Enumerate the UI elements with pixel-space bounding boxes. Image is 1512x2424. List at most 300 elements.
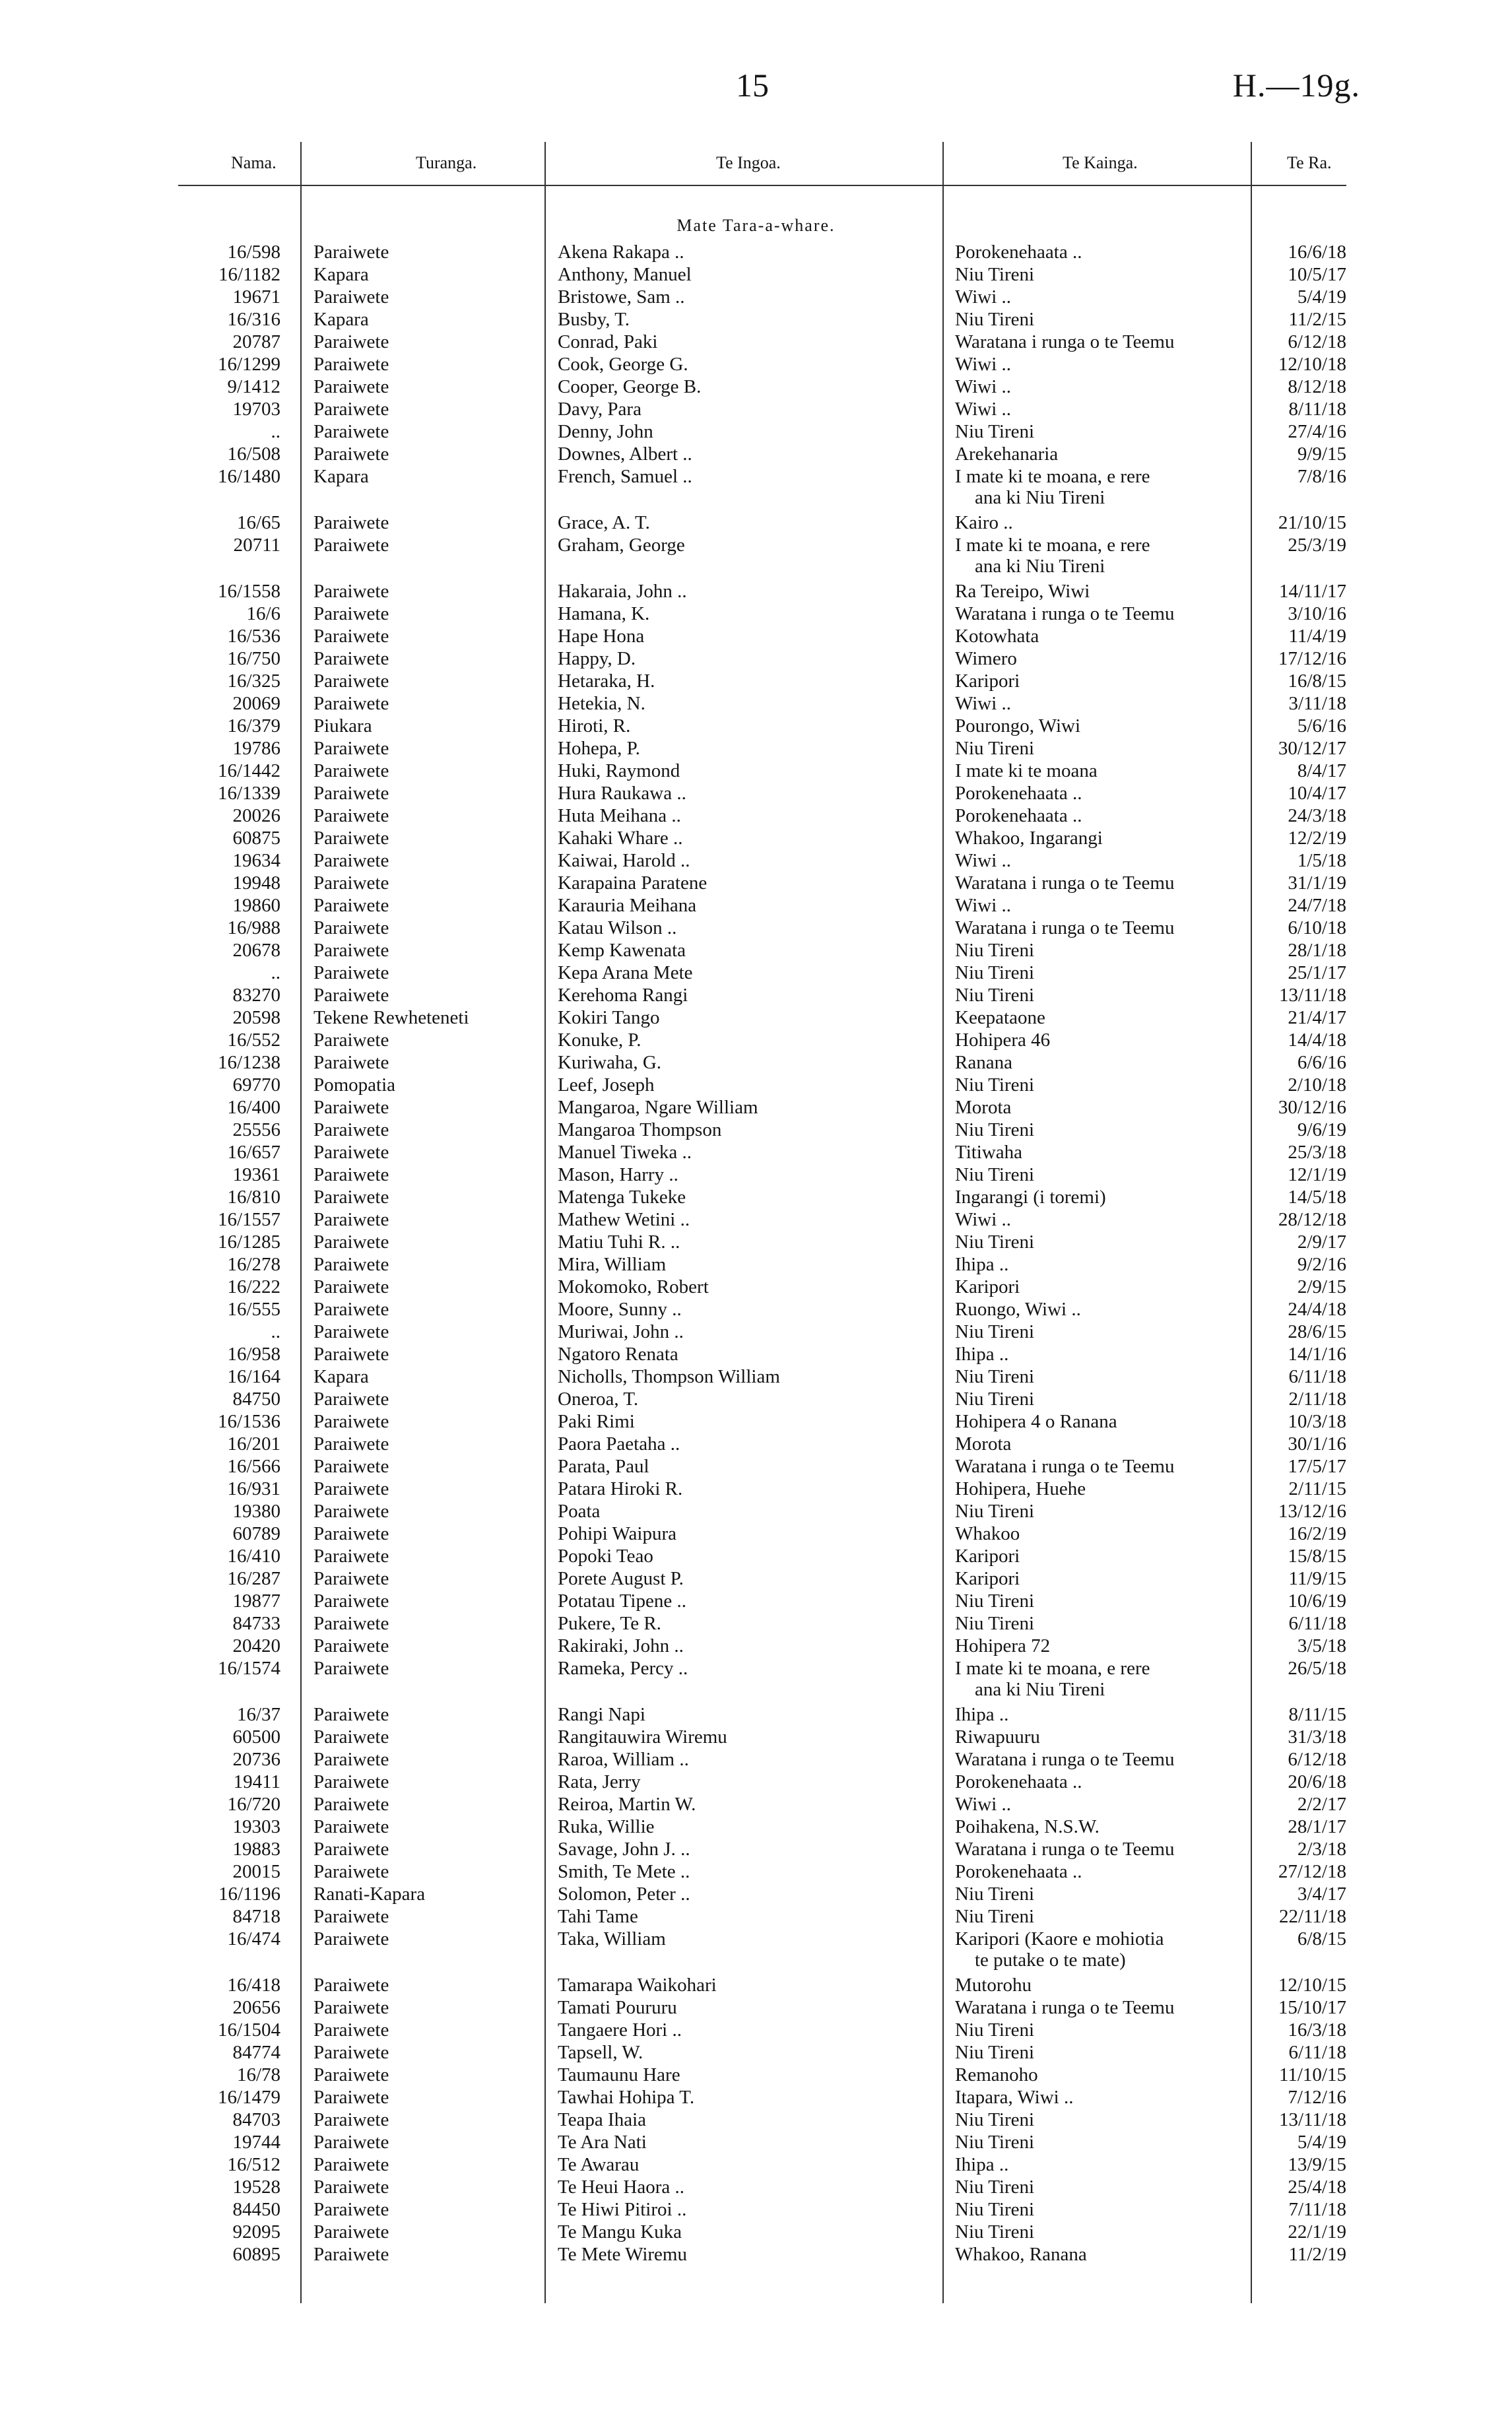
cell-ingoa: Manuel Tiweka ..	[558, 1142, 692, 1163]
cell-nama: 84774	[232, 2042, 280, 2063]
cell-turanga: Paraiwete	[313, 1704, 389, 1725]
cell-ra: 24/4/18	[1288, 1299, 1346, 1320]
cell-ingoa: French, Samuel ..	[558, 466, 692, 487]
cell-turanga: Paraiwete	[313, 399, 389, 420]
cell-ra: 16/8/15	[1288, 671, 1346, 692]
cell-turanga: Kapara	[313, 1366, 369, 1387]
cell-turanga: Paraiwete	[313, 1456, 389, 1477]
cell-kainga: Niu Tireni	[955, 2019, 1035, 2041]
cell-ingoa: Kerehoma Rangi	[558, 985, 688, 1006]
cell-ingoa: Kemp Kawenata	[558, 940, 686, 961]
cell-kainga: I mate ki te moana, e rere	[955, 1658, 1150, 1679]
cell-ra: 21/10/15	[1278, 512, 1346, 533]
cell-turanga: Paraiwete	[313, 1119, 389, 1140]
cell-turanga: Paraiwete	[313, 1052, 389, 1073]
cell-kainga: Waratana i runga o te Teemu	[955, 1839, 1175, 1860]
cell-ingoa: Poata	[558, 1501, 601, 1522]
cell-nama: 16/988	[227, 917, 280, 938]
cell-nama: 19948	[232, 872, 280, 894]
cell-ra: 7/12/16	[1288, 2087, 1346, 2108]
cell-nama: 19860	[232, 895, 280, 916]
cell-nama: 60895	[232, 2244, 280, 2265]
cell-ra: 31/3/18	[1288, 1726, 1346, 1748]
cell-ra: 10/5/17	[1288, 264, 1346, 285]
cell-ingoa: Taka, William	[558, 1928, 666, 1949]
cell-kainga: Porokenehaata ..	[955, 805, 1082, 826]
cell-turanga: Paraiwete	[313, 1816, 389, 1837]
cell-nama: 92095	[232, 2221, 280, 2243]
cell-turanga: Paraiwete	[313, 1749, 389, 1770]
cell-nama: 16/1574	[217, 1658, 280, 1679]
cell-kainga: Ihipa ..	[955, 2154, 1009, 2175]
cell-kainga-continued: ana ki Niu Tireni	[975, 1679, 1105, 1700]
cell-turanga: Paraiwete	[313, 1613, 389, 1634]
column-divider	[1251, 142, 1252, 2303]
cell-turanga: Paraiwete	[313, 760, 389, 781]
cell-ingoa: Te Awarau	[558, 2154, 640, 2175]
cell-ra: 22/11/18	[1278, 1906, 1346, 1927]
cell-ra: 28/1/17	[1288, 1816, 1346, 1837]
cell-kainga: Arekehanaria	[955, 443, 1059, 465]
cell-ingoa: Mangaroa, Ngare William	[558, 1097, 758, 1118]
cell-turanga: Kapara	[313, 264, 369, 285]
cell-ingoa: Davy, Para	[558, 399, 641, 420]
cell-ingoa: Tangaere Hori ..	[558, 2019, 682, 2041]
cell-kainga: Niu Tireni	[955, 738, 1035, 759]
cell-nama: 19528	[232, 2177, 280, 2198]
cell-ra: 5/4/19	[1297, 286, 1346, 308]
cell-nama: 60875	[232, 828, 280, 849]
cell-kainga-continued: ana ki Niu Tireni	[975, 556, 1105, 577]
cell-kainga: Niu Tireni	[955, 1074, 1035, 1096]
cell-ingoa: Busby, T.	[558, 309, 630, 330]
cell-turanga: Paraiwete	[313, 242, 389, 263]
cell-ra: 11/2/15	[1288, 309, 1346, 330]
cell-kainga: Poihakena, N.S.W.	[955, 1816, 1100, 1837]
cell-ingoa: Te Heui Haora ..	[558, 2177, 685, 2198]
cell-nama: 16/1182	[218, 264, 280, 285]
cell-ingoa: Cook, George G.	[558, 354, 688, 375]
cell-nama: 19744	[232, 2132, 280, 2153]
cell-ingoa: Parata, Paul	[558, 1456, 649, 1477]
cell-kainga: Niu Tireni	[955, 2221, 1035, 2243]
cell-turanga: Paraiwete	[313, 512, 389, 533]
cell-kainga: Itapara, Wiwi ..	[955, 2087, 1074, 2108]
cell-nama: 16/750	[227, 648, 280, 669]
cell-kainga: Karipori	[955, 1276, 1020, 1297]
cell-turanga: Paraiwete	[313, 828, 389, 849]
cell-turanga: Paraiwete	[313, 783, 389, 804]
cell-nama: 16/325	[227, 671, 280, 692]
cell-kainga: Karipori (Kaore e mohiotia	[955, 1928, 1164, 1949]
cell-nama: 16/1480	[217, 466, 280, 487]
cell-turanga: Paraiwete	[313, 1299, 389, 1320]
cell-ingoa: Mangaroa Thompson	[558, 1119, 722, 1140]
cell-kainga: Hohipera, Huehe	[955, 1478, 1086, 1499]
cell-ra: 6/11/18	[1288, 1366, 1346, 1387]
cell-turanga: Kapara	[313, 466, 369, 487]
cell-nama: 84450	[232, 2199, 280, 2220]
cell-ingoa: Hetaraka, H.	[558, 671, 655, 692]
cell-ingoa: Matenga Tukeke	[558, 1187, 686, 1208]
cell-ingoa: Ngatoro Renata	[558, 1344, 678, 1365]
cell-ingoa: Hura Raukawa ..	[558, 783, 686, 804]
cell-ingoa: Akena Rakapa ..	[558, 242, 684, 263]
cell-ingoa: Taumaunu Hare	[558, 2064, 680, 2085]
cell-ingoa: Ruka, Willie	[558, 1816, 655, 1837]
cell-turanga: Kapara	[313, 309, 369, 330]
cell-kainga: Niu Tireni	[955, 2042, 1035, 2063]
col-header-ingoa: Te Ingoa.	[716, 153, 781, 172]
cell-turanga: Paraiwete	[313, 985, 389, 1006]
cell-turanga: Paraiwete	[313, 671, 389, 692]
cell-ra: 9/6/19	[1297, 1119, 1346, 1140]
cell-turanga: Paraiwete	[313, 805, 389, 826]
cell-ra: 8/12/18	[1288, 376, 1346, 397]
col-header-kainga: Te Kainga.	[1063, 153, 1138, 172]
cell-ingoa: Patara Hiroki R.	[558, 1478, 683, 1499]
cell-kainga: Hohipera 46	[955, 1030, 1051, 1051]
cell-ingoa: Graham, George	[558, 535, 685, 556]
cell-turanga: Paraiwete	[313, 581, 389, 602]
cell-kainga: Ingarangi (i toremi)	[955, 1187, 1106, 1208]
cell-turanga: Paraiwete	[313, 1590, 389, 1612]
cell-kainga-continued: ana ki Niu Tireni	[975, 487, 1105, 508]
cell-nama: 16/1557	[217, 1209, 280, 1230]
cell-turanga: Paraiwete	[313, 2042, 389, 2063]
cell-ra: 10/3/18	[1288, 1411, 1346, 1432]
cell-kainga: Mutorohu	[955, 1975, 1032, 1996]
cell-ingoa: Oneroa, T.	[558, 1389, 639, 1410]
cell-kainga: Whakoo, Ingarangi	[955, 828, 1103, 849]
cell-kainga: Ihipa ..	[955, 1254, 1009, 1275]
cell-nama: 16/598	[227, 242, 280, 263]
cell-turanga: Paraiwete	[313, 1433, 389, 1455]
cell-turanga: Paraiwete	[313, 1658, 389, 1679]
cell-kainga: Porokenehaata ..	[955, 1771, 1082, 1792]
cell-ra: 2/3/18	[1297, 1839, 1346, 1860]
cell-nama: 60500	[232, 1726, 280, 1748]
cell-nama: 20678	[232, 940, 280, 961]
cell-ingoa: Huki, Raymond	[558, 760, 680, 781]
cell-kainga: Wiwi ..	[955, 399, 1012, 420]
cell-turanga: Paraiwete	[313, 1344, 389, 1365]
cell-ra: 30/12/16	[1278, 1097, 1346, 1118]
cell-ingoa: Hamana, K.	[558, 603, 650, 624]
cell-nama: 16/958	[227, 1344, 280, 1365]
cell-nama: 19877	[232, 1590, 280, 1612]
cell-nama: 16/316	[227, 309, 280, 330]
cell-ra: 26/5/18	[1288, 1658, 1346, 1679]
cell-ingoa: Mason, Harry ..	[558, 1164, 678, 1185]
cell-nama: ..	[271, 1321, 280, 1342]
cell-ingoa: Katau Wilson ..	[558, 917, 677, 938]
cell-ingoa: Te Ara Nati	[558, 2132, 647, 2153]
cell-ra: 13/12/16	[1278, 1501, 1346, 1522]
cell-turanga: Paraiwete	[313, 1164, 389, 1185]
section-title: Mate Tara-a-whare.	[676, 216, 836, 235]
cell-ingoa: Te Mangu Kuka	[558, 2221, 682, 2243]
cell-nama: 16/379	[227, 715, 280, 737]
cell-turanga: Paraiwete	[313, 443, 389, 465]
cell-turanga: Paraiwete	[313, 648, 389, 669]
cell-ra: 3/10/16	[1288, 603, 1346, 624]
cell-ingoa: Tawhai Hohipa T.	[558, 2087, 695, 2108]
cell-nama: 16/474	[227, 1928, 280, 1949]
cell-nama: 16/720	[227, 1794, 280, 1815]
cell-ra: 28/12/18	[1278, 1209, 1346, 1230]
cell-nama: 20736	[232, 1749, 280, 1770]
cell-nama: 69770	[232, 1074, 280, 1096]
cell-nama: 16/931	[227, 1478, 280, 1499]
cell-ra: 9/2/16	[1297, 1254, 1346, 1275]
cell-turanga: Paraiwete	[313, 1209, 389, 1230]
cell-kainga: Niu Tireni	[955, 264, 1035, 285]
cell-ingoa: Tahi Tame	[558, 1906, 638, 1927]
cell-nama: 19303	[232, 1816, 280, 1837]
cell-ra: 11/2/19	[1288, 2244, 1346, 2265]
cell-nama: 20026	[232, 805, 280, 826]
cell-ra: 12/2/19	[1288, 828, 1346, 849]
cell-nama: 20598	[232, 1007, 280, 1028]
cell-kainga: Waratana i runga o te Teemu	[955, 1749, 1175, 1770]
cell-nama: 84750	[232, 1389, 280, 1410]
cell-kainga: Porokenehaata ..	[955, 783, 1082, 804]
cell-turanga: Paraiwete	[313, 895, 389, 916]
cell-turanga: Pomopatia	[313, 1074, 396, 1096]
cell-ra: 9/9/15	[1297, 443, 1346, 465]
cell-ra: 17/12/16	[1278, 648, 1346, 669]
cell-ra: 5/6/16	[1297, 715, 1346, 737]
cell-nama: 19671	[232, 286, 280, 308]
cell-turanga: Paraiwete	[313, 2154, 389, 2175]
cell-nama: 16/1558	[217, 581, 280, 602]
cell-kainga: Niu Tireni	[955, 309, 1035, 330]
cell-ra: 16/6/18	[1288, 242, 1346, 263]
cell-ra: 12/1/19	[1288, 1164, 1346, 1185]
page-number: 15	[736, 67, 769, 104]
cell-ra: 11/9/15	[1288, 1568, 1346, 1589]
cell-turanga: Paraiwete	[313, 1097, 389, 1118]
cell-nama: 20656	[232, 1997, 280, 2018]
cell-ra: 28/6/15	[1288, 1321, 1346, 1342]
cell-ingoa: Anthony, Manuel	[558, 264, 692, 285]
cell-ra: 2/9/15	[1297, 1276, 1346, 1297]
cell-ra: 13/9/15	[1288, 2154, 1346, 2175]
cell-kainga: Whakoo	[955, 1523, 1020, 1544]
cell-ingoa: Savage, John J. ..	[558, 1839, 690, 1860]
cell-ingoa: Kepa Arana Mete	[558, 962, 693, 983]
cell-turanga: Paraiwete	[313, 940, 389, 961]
cell-ingoa: Muriwai, John ..	[558, 1321, 684, 1342]
cell-ra: 21/4/17	[1288, 1007, 1346, 1028]
cell-ra: 17/5/17	[1288, 1456, 1346, 1477]
cell-ingoa: Leef, Joseph	[558, 1074, 655, 1096]
cell-ingoa: Rangitauwira Wiremu	[558, 1726, 727, 1748]
cell-ingoa: Huta Meihana ..	[558, 805, 681, 826]
cell-turanga: Paraiwete	[313, 1975, 389, 1996]
cell-turanga: Paraiwete	[313, 872, 389, 894]
cell-ingoa: Mira, William	[558, 1254, 667, 1275]
cell-kainga: Wimero	[955, 648, 1017, 669]
cell-kainga: Kairo ..	[955, 512, 1013, 533]
cell-ingoa: Happy, D.	[558, 648, 636, 669]
cell-kainga: Niu Tireni	[955, 1590, 1035, 1612]
cell-ra: 20/6/18	[1288, 1771, 1346, 1792]
cell-ra: 24/7/18	[1288, 895, 1346, 916]
cell-nama: 16/400	[227, 1097, 280, 1118]
cell-ra: 13/11/18	[1278, 2109, 1346, 2130]
cell-turanga: Paraiwete	[313, 1411, 389, 1432]
cell-turanga: Paraiwete	[313, 1231, 389, 1253]
cell-ingoa: Potatau Tipene ..	[558, 1590, 686, 1612]
cell-nama: 60789	[232, 1523, 280, 1544]
cell-nama: 16/1196	[218, 1884, 280, 1905]
cell-ingoa: Mokomoko, Robert	[558, 1276, 709, 1297]
cell-turanga: Paraiwete	[313, 1726, 389, 1748]
cell-nama: 16/1285	[217, 1231, 280, 1253]
cell-ingoa: Paora Paetaha ..	[558, 1433, 680, 1455]
cell-turanga: Piukara	[313, 715, 372, 737]
cell-ingoa: Hiroti, R.	[558, 715, 631, 737]
cell-kainga: Wiwi ..	[955, 693, 1012, 714]
cell-ingoa: Tamarapa Waikohari	[558, 1975, 717, 1996]
cell-ra: 30/1/16	[1288, 1433, 1346, 1455]
cell-kainga: Niu Tireni	[955, 1366, 1035, 1387]
cell-turanga: Paraiwete	[313, 1187, 389, 1208]
cell-nama: 19703	[232, 399, 280, 420]
cell-turanga: Paraiwete	[313, 693, 389, 714]
cell-ra: 12/10/15	[1278, 1975, 1346, 1996]
cell-ra: 6/8/15	[1297, 1928, 1346, 1949]
cell-kainga: I mate ki te moana, e rere	[955, 466, 1150, 487]
cell-ra: 6/12/18	[1288, 331, 1346, 352]
cell-nama: 16/508	[227, 443, 280, 465]
cell-kainga: Karipori	[955, 1568, 1020, 1589]
cell-kainga: Karipori	[955, 671, 1020, 692]
cell-ra: 2/10/18	[1288, 1074, 1346, 1096]
cell-nama: 16/418	[227, 1975, 280, 1996]
cell-kainga: Karipori	[955, 1546, 1020, 1567]
column-divider	[300, 142, 302, 2303]
cell-kainga: Waratana i runga o te Teemu	[955, 872, 1175, 894]
cell-turanga: Paraiwete	[313, 1030, 389, 1051]
cell-kainga: Niu Tireni	[955, 2177, 1035, 2198]
cell-ra: 28/1/18	[1288, 940, 1346, 961]
cell-ingoa: Tamati Poururu	[558, 1997, 677, 2018]
cell-nama: 16/566	[227, 1456, 280, 1477]
cell-kainga: Niu Tireni	[955, 1321, 1035, 1342]
cell-ra: 27/12/18	[1278, 1861, 1346, 1882]
cell-ra: 14/1/16	[1288, 1344, 1346, 1365]
cell-ingoa: Solomon, Peter ..	[558, 1884, 690, 1905]
cell-nama: 16/6	[246, 603, 280, 624]
cell-ra: 14/5/18	[1288, 1187, 1346, 1208]
cell-ingoa: Kuriwaha, G.	[558, 1052, 662, 1073]
cell-nama: 16/65	[236, 512, 280, 533]
cell-ra: 8/11/18	[1288, 399, 1346, 420]
cell-ra: 15/8/15	[1288, 1546, 1346, 1567]
cell-turanga: Ranati-Kapara	[313, 1884, 426, 1905]
cell-ra: 2/11/18	[1288, 1389, 1346, 1410]
cell-kainga: Waratana i runga o te Teemu	[955, 1997, 1175, 2018]
cell-ra: 25/1/17	[1288, 962, 1346, 983]
cell-kainga: Morota	[955, 1097, 1012, 1118]
cell-turanga: Paraiwete	[313, 2109, 389, 2130]
cell-ingoa: Nicholls, Thompson William	[558, 1366, 780, 1387]
cell-nama: 16/1536	[217, 1411, 280, 1432]
cell-ingoa: Raroa, William ..	[558, 1749, 689, 1770]
cell-turanga: Paraiwete	[313, 1997, 389, 2018]
cell-ra: 5/4/19	[1297, 2132, 1346, 2153]
cell-kainga: Niu Tireni	[955, 1613, 1035, 1634]
cell-kainga: Hohipera 72	[955, 1635, 1051, 1656]
cell-ra: 25/3/18	[1288, 1142, 1346, 1163]
cell-kainga: Niu Tireni	[955, 1119, 1035, 1140]
cell-turanga: Paraiwete	[313, 1771, 389, 1792]
cell-ingoa: Kahaki Whare ..	[558, 828, 683, 849]
cell-turanga: Paraiwete	[313, 1839, 389, 1860]
cell-nama: 16/1504	[217, 2019, 280, 2041]
cell-ingoa: Karauria Meihana	[558, 895, 697, 916]
col-header-nama: Nama.	[231, 153, 277, 172]
cell-ingoa: Konuke, P.	[558, 1030, 641, 1051]
cell-turanga: Paraiwete	[313, 2199, 389, 2220]
cell-ra: 31/1/19	[1288, 872, 1346, 894]
cell-ingoa: Te Hiwi Pitiroi ..	[558, 2199, 687, 2220]
document-reference: H.—19g.	[1232, 67, 1360, 104]
cell-kainga: Waratana i runga o te Teemu	[955, 917, 1175, 938]
col-header-ra: Te Ra.	[1287, 153, 1332, 172]
cell-kainga: Waratana i runga o te Teemu	[955, 1456, 1175, 1477]
cell-kainga: Niu Tireni	[955, 2199, 1035, 2220]
cell-ra: 6/6/16	[1297, 1052, 1346, 1073]
cell-turanga: Paraiwete	[313, 603, 389, 624]
cell-turanga: Paraiwete	[313, 2221, 389, 2243]
cell-nama: 20015	[232, 1861, 280, 1882]
cell-nama: 16/164	[227, 1366, 280, 1387]
cell-ra: 24/3/18	[1288, 805, 1346, 826]
cell-ra: 11/4/19	[1288, 626, 1346, 647]
cell-ingoa: Smith, Te Mete ..	[558, 1861, 690, 1882]
cell-nama: 9/1412	[227, 376, 280, 397]
cell-ra: 30/12/17	[1278, 738, 1346, 759]
cell-kainga: Wiwi ..	[955, 1794, 1012, 1815]
cell-ra: 15/10/17	[1278, 1997, 1346, 2018]
cell-nama: 16/1339	[217, 783, 280, 804]
cell-kainga: Niu Tireni	[955, 1906, 1035, 1927]
cell-kainga: Ra Tereipo, Wiwi	[955, 581, 1090, 602]
cell-ingoa: Rata, Jerry	[558, 1771, 641, 1792]
cell-turanga: Paraiwete	[313, 2132, 389, 2153]
cell-kainga: Wiwi ..	[955, 895, 1012, 916]
cell-turanga: Paraiwete	[313, 738, 389, 759]
cell-turanga: Paraiwete	[313, 1906, 389, 1927]
cell-ingoa: Kaiwai, Harold ..	[558, 850, 690, 871]
cell-turanga: Tekene Rewheteneti	[313, 1007, 469, 1028]
cell-turanga: Paraiwete	[313, 962, 389, 983]
cell-turanga: Paraiwete	[313, 1254, 389, 1275]
cell-turanga: Paraiwete	[313, 1501, 389, 1522]
cell-kainga: Niu Tireni	[955, 1389, 1035, 1410]
cell-kainga: Wiwi ..	[955, 850, 1012, 871]
cell-ingoa: Matiu Tuhi R. ..	[558, 1231, 680, 1253]
cell-nama: 16/287	[227, 1568, 280, 1589]
cell-turanga: Paraiwete	[313, 1568, 389, 1589]
cell-nama: 84718	[232, 1906, 280, 1927]
cell-ra: 12/10/18	[1278, 354, 1346, 375]
cell-nama: 16/555	[227, 1299, 280, 1320]
